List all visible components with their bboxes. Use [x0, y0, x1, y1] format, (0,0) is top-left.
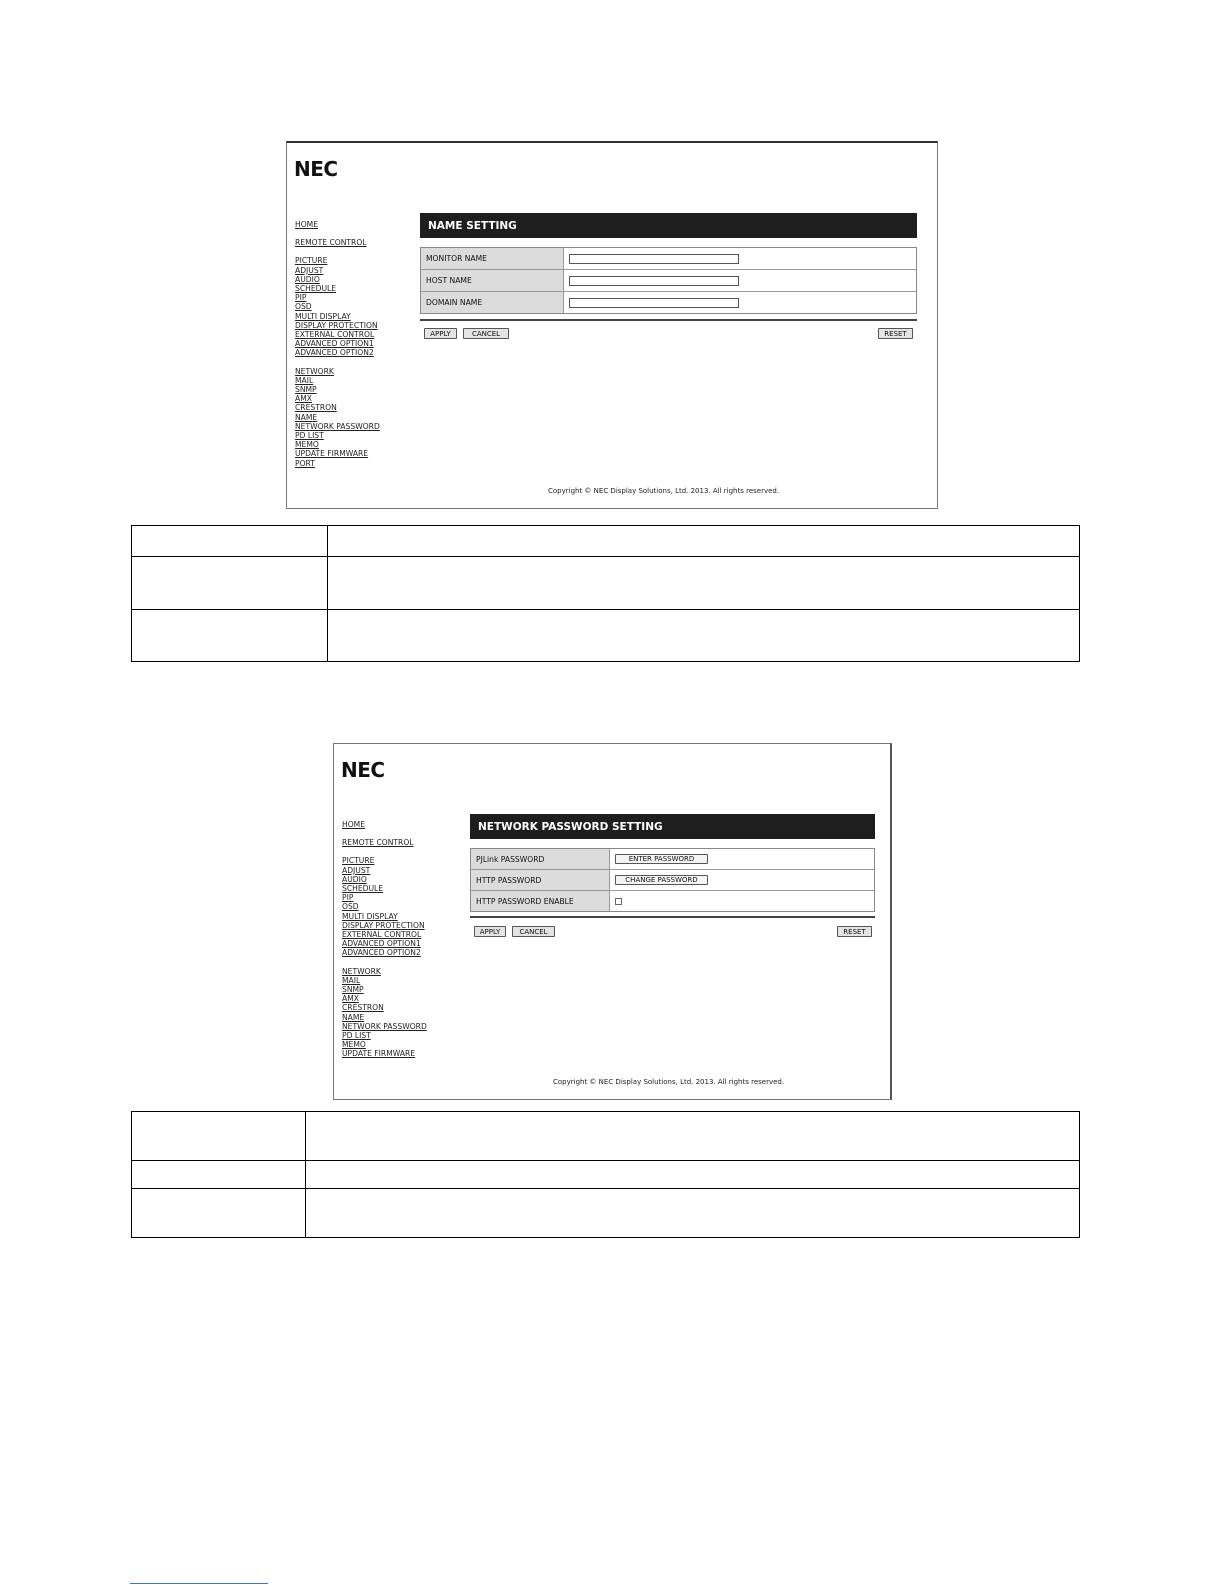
http-password-enable-checkbox[interactable]: [615, 898, 622, 905]
page-title: NAME SETTING: [420, 213, 917, 238]
sidebar-item-snmp[interactable]: SNMP: [295, 385, 317, 395]
nec-logo: NEC: [294, 157, 338, 181]
sidebar-item-mail[interactable]: MAIL: [342, 975, 361, 985]
sidebar-item-audio[interactable]: AUDIO: [295, 274, 320, 284]
table-cell: [328, 610, 1080, 662]
sidebar-item-home[interactable]: HOME: [295, 220, 319, 229]
description-table-2: [131, 1111, 1080, 1238]
change-password-button[interactable]: CHANGE PASSWORD: [615, 875, 708, 885]
http-password-enable-row: [471, 891, 874, 911]
cancel-button[interactable]: CANCEL: [463, 328, 509, 339]
divider: [470, 916, 875, 918]
sidebar-item-memo[interactable]: MEMO: [295, 440, 319, 450]
sidebar-item-pd-list[interactable]: PD LIST: [342, 1031, 371, 1041]
enter-password-button[interactable]: ENTER PASSWORD: [615, 854, 708, 864]
cancel-button[interactable]: CANCEL: [512, 926, 555, 937]
sidebar-item-remote-control[interactable]: REMOTE CONTROL: [295, 238, 367, 248]
table-cell: [132, 610, 328, 662]
sidebar-item-pd-list[interactable]: PD LIST: [295, 431, 324, 441]
table-cell: [328, 526, 1080, 557]
apply-button[interactable]: APPLY: [424, 328, 457, 339]
sidebar-item-network-password[interactable]: NETWORK PASSWORD: [295, 421, 380, 431]
password-fields-table: [470, 848, 875, 912]
table-cell: [306, 1189, 1080, 1238]
sidebar-item-schedule[interactable]: SCHEDULE: [295, 284, 337, 294]
sidebar-item-port[interactable]: PORT: [295, 458, 315, 468]
sidebar-item-picture[interactable]: PICTURE: [342, 856, 375, 866]
sidebar-item-crestron[interactable]: CRESTRON: [342, 1003, 384, 1013]
nec-logo: NEC: [341, 758, 385, 782]
table-cell: [132, 526, 328, 557]
copyright-text: Copyright © NEC Display Solutions, Ltd. 2013. All rights reserved.: [553, 1078, 785, 1086]
sidebar-item-update-firmware[interactable]: UPDATE FIRMWARE: [342, 1049, 416, 1059]
sidebar-item-external-control[interactable]: EXTERNAL CONTROL: [342, 930, 422, 940]
sidebar-item-display-protection[interactable]: DISPLAY PROTECTION: [295, 320, 378, 330]
sidebar-nav: [342, 820, 427, 1059]
sidebar-item-schedule[interactable]: SCHEDULE: [342, 884, 384, 894]
domain-name-input[interactable]: [569, 298, 739, 308]
page-title: NETWORK PASSWORD SETTING: [470, 814, 875, 839]
sidebar-nav: [295, 220, 380, 468]
http-password-label: HTTP PASSWORD: [471, 870, 610, 890]
copyright-text: Copyright © NEC Display Solutions, Ltd. 2013. All rights reserved.: [548, 487, 780, 495]
sidebar-item-osd[interactable]: OSD: [295, 302, 312, 312]
apply-button[interactable]: APPLY: [474, 926, 506, 937]
table-cell: [328, 557, 1080, 610]
divider: [420, 319, 917, 321]
monitor-name-input[interactable]: [569, 254, 739, 264]
sidebar-item-amx[interactable]: AMX: [295, 394, 312, 404]
sidebar-item-multi-display[interactable]: MULTI DISPLAY: [342, 911, 398, 921]
footnote-separator: [130, 1583, 268, 1584]
reset-button[interactable]: RESET: [837, 926, 872, 937]
sidebar-item-advanced-option2[interactable]: ADVANCED OPTION2: [342, 948, 421, 958]
host-name-row: [421, 270, 916, 292]
sidebar-item-name[interactable]: NAME: [295, 412, 318, 422]
table-cell: [132, 1189, 306, 1238]
table-cell: [132, 1112, 306, 1161]
sidebar-item-adjust[interactable]: ADJUST: [295, 265, 324, 275]
sidebar-item-adjust[interactable]: ADJUST: [342, 865, 371, 875]
sidebar-item-mail[interactable]: MAIL: [295, 375, 314, 385]
sidebar-item-update-firmware[interactable]: UPDATE FIRMWARE: [295, 449, 369, 459]
table-cell: [132, 557, 328, 610]
name-setting-screenshot: [286, 141, 938, 509]
pjlink-password-row: [471, 849, 874, 870]
name-fields-table: [420, 247, 917, 314]
host-name-label: HOST NAME: [421, 270, 564, 291]
sidebar-item-multi-display[interactable]: MULTI DISPLAY: [295, 311, 351, 321]
monitor-name-row: [421, 248, 916, 270]
http-password-row: [471, 870, 874, 891]
sidebar-item-display-protection[interactable]: DISPLAY PROTECTION: [342, 920, 425, 930]
description-table-1: [131, 525, 1080, 662]
sidebar-item-advanced-option1[interactable]: ADVANCED OPTION1: [295, 339, 374, 349]
sidebar-item-home[interactable]: HOME: [342, 820, 366, 829]
sidebar-item-pip[interactable]: PIP: [295, 293, 307, 303]
host-name-input[interactable]: [569, 276, 739, 286]
sidebar-item-pip[interactable]: PIP: [342, 893, 354, 903]
table-cell: [306, 1161, 1080, 1189]
sidebar-item-name[interactable]: NAME: [342, 1012, 365, 1022]
domain-name-label: DOMAIN NAME: [421, 292, 564, 313]
sidebar-item-advanced-option1[interactable]: ADVANCED OPTION1: [342, 939, 421, 949]
sidebar-item-remote-control[interactable]: REMOTE CONTROL: [342, 838, 414, 848]
reset-button[interactable]: RESET: [878, 328, 913, 339]
pjlink-password-label: PJLink PASSWORD: [471, 849, 610, 869]
http-password-enable-label: HTTP PASSWORD ENABLE: [471, 891, 610, 911]
sidebar-item-picture[interactable]: PICTURE: [295, 256, 328, 266]
sidebar-item-network[interactable]: NETWORK: [342, 966, 381, 976]
sidebar-item-osd[interactable]: OSD: [342, 902, 359, 912]
network-password-screenshot: [333, 743, 892, 1100]
monitor-name-label: MONITOR NAME: [421, 248, 564, 269]
table-cell: [132, 1161, 306, 1189]
sidebar-item-external-control[interactable]: EXTERNAL CONTROL: [295, 330, 375, 340]
sidebar-item-advanced-option2[interactable]: ADVANCED OPTION2: [295, 348, 374, 358]
sidebar-item-snmp[interactable]: SNMP: [342, 985, 364, 995]
domain-name-row: [421, 292, 916, 313]
sidebar-item-crestron[interactable]: CRESTRON: [295, 403, 337, 413]
sidebar-item-network[interactable]: NETWORK: [295, 366, 334, 376]
sidebar-item-audio[interactable]: AUDIO: [342, 874, 367, 884]
sidebar-item-network-password[interactable]: NETWORK PASSWORD: [342, 1021, 427, 1031]
sidebar-item-memo[interactable]: MEMO: [342, 1040, 366, 1050]
sidebar-item-amx[interactable]: AMX: [342, 994, 359, 1004]
table-cell: [306, 1112, 1080, 1161]
